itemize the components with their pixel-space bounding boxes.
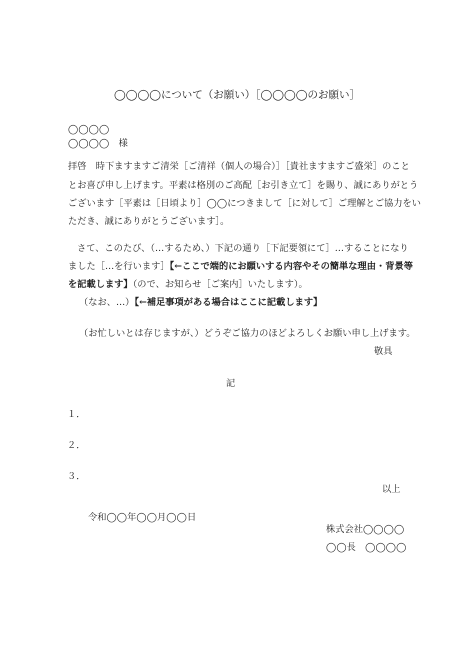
- body-line-2: [68, 261, 413, 273]
- greeting-line-1: 拝啓 時下ますますご清栄［ご清祥（個人の場合）］［貴社ますますご盛栄］のこと: [68, 161, 410, 172]
- list-item-1: １．: [67, 409, 86, 420]
- list-item-3: ３．: [67, 471, 86, 482]
- body-line-3-text: （ので、お知らせ［ご案内］いたします）。: [132, 279, 308, 290]
- recipient-contact: ◯◯◯◯ 様: [68, 138, 128, 149]
- body-line-3: [68, 279, 308, 291]
- ijou: 以上: [382, 484, 401, 495]
- body-line-4: [79, 297, 322, 309]
- ki-heading: 記: [226, 378, 236, 389]
- closing-sentence: （お忙しいとは存じますが、）どうぞご協力のほどよろしくお願い申し上げます。: [79, 328, 416, 339]
- list-item-2: ２．: [67, 440, 86, 451]
- letter-date: 令和◯◯年◯◯月◯◯日: [88, 512, 197, 523]
- document-title: ◯◯◯◯について（お願い）［◯◯◯◯のお願い］: [113, 89, 361, 101]
- greeting-line-4: ただき、誠にありがとうございます］。: [68, 216, 230, 227]
- keigu: 敬具: [374, 346, 393, 357]
- greeting-line-2: とお喜び申し上げます。平素は格別のご高配［お引き立て］を賜り、誠にありがとう: [68, 180, 419, 191]
- body-instruction-note: 【←ここで端的にお願いする内容やその簡単な理由・背景等: [169, 261, 413, 272]
- greeting-line-3: ございます［平素は［日頃より］◯◯につきまして［に対して］ご理解とご協力をい: [68, 198, 422, 209]
- body-instruction-note-end: を記載します】: [68, 279, 133, 290]
- body-supplement-text: （なお、…）: [79, 297, 135, 308]
- sender-company: 株式会社◯◯◯◯: [326, 524, 405, 535]
- body-supplement-note: 【←補足事項がある場合はここに記載します】: [134, 297, 323, 308]
- sender-person: ◯◯長 ◯◯◯◯: [326, 542, 407, 553]
- body-line-2-text: ました［…を行います］: [68, 261, 170, 272]
- body-line-1: さて、このたび、（…するため、）下記の通り［下記要領にて］…することになり: [77, 243, 409, 254]
- recipient-name: ◯◯◯◯: [68, 124, 110, 135]
